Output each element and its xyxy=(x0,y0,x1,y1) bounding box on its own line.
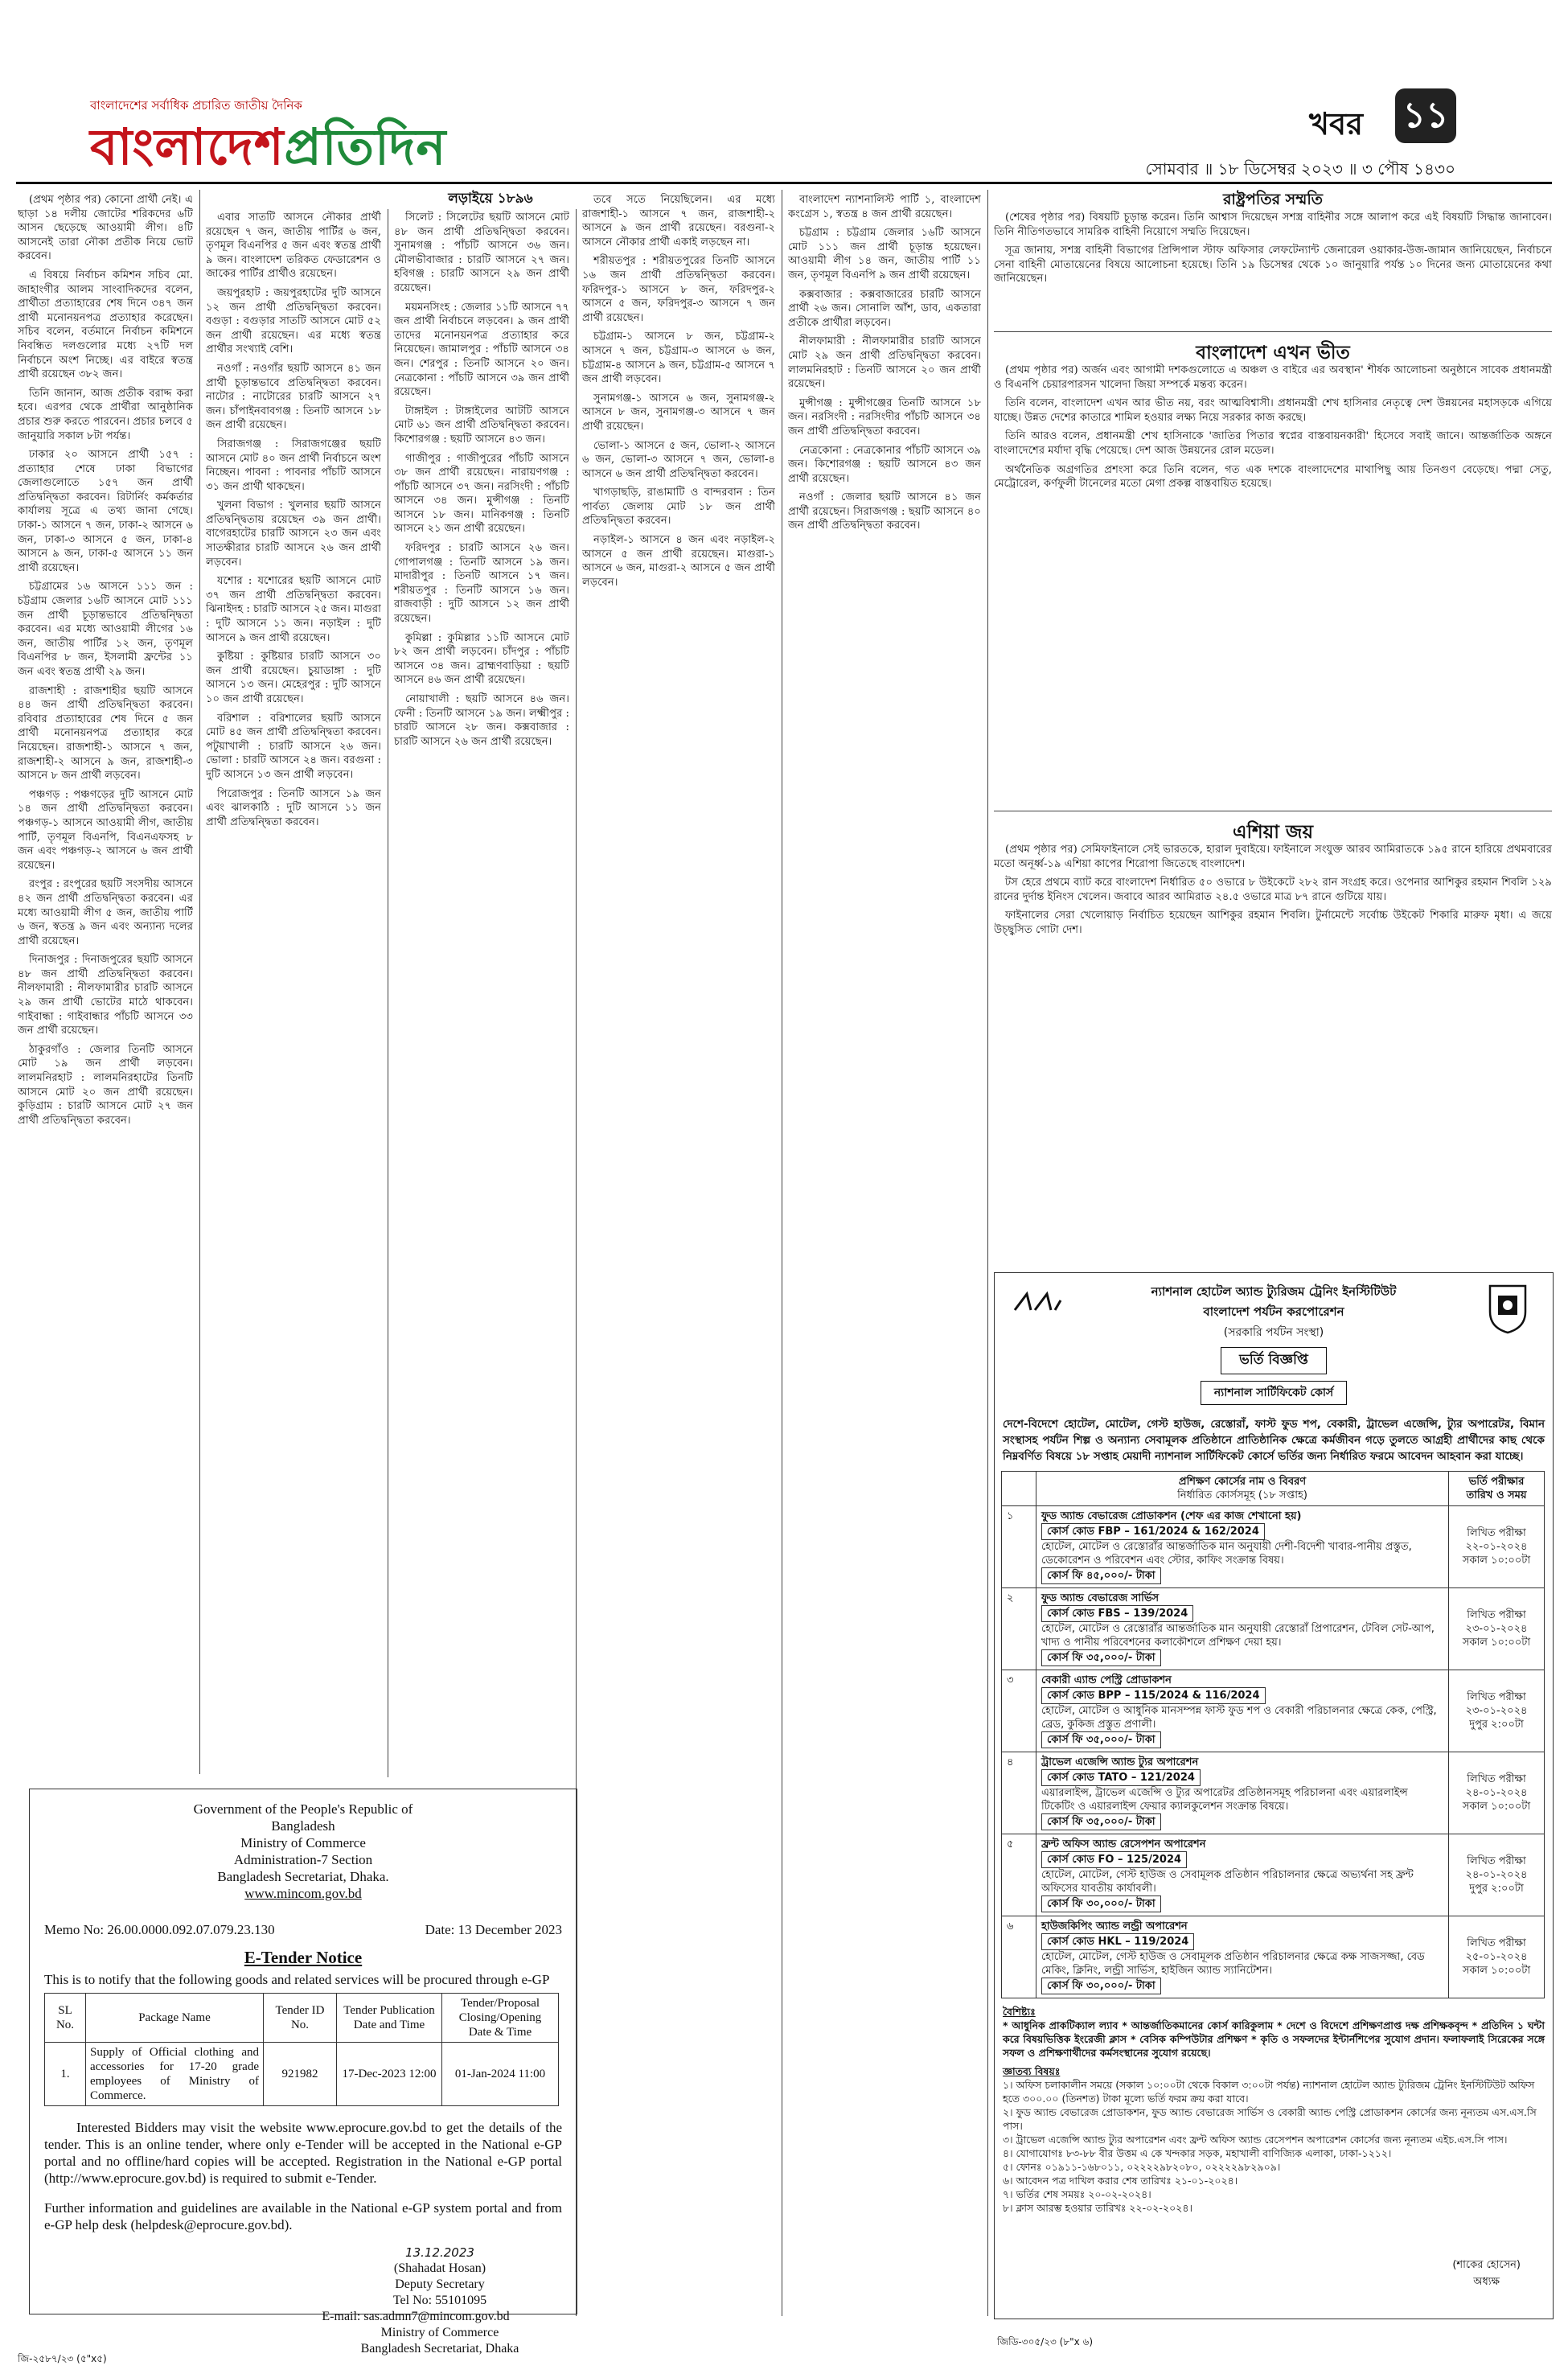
paragraph: চট্টগ্রাম-১ আসনে ৮ জন, চট্টগ্রাম-২ আসনে ৭ জন, চট্টগ্রাম-৩ আসনে ৬ জন, চট্টগ্রাম-৪ আসনে ৯ জন, চট্টগ্রাম-৫ আসনে ৭ জন প্রার্থী লড়বেন। xyxy=(582,331,775,386)
ad-requirements xyxy=(1003,2064,1545,2215)
paragraph: সুনামগঞ্জ-১ আসনে ৬ জন, সুনামগঞ্জ-২ আসনে ৮ জন, সুনামগঞ্জ-৩ আসনে ৭ জন প্রার্থী রয়েছেন। xyxy=(582,392,775,433)
course-description: হোটেল, মোটেল ও রেস্তোরাঁর আন্তর্জাতিক মান অনুযায়ী দেশী-বিদেশী খাবার-পানীয় প্রস্তুত, ডেকোরেশন ও পরিবেশন এবং স্টোর, কাফিং সংক্রান্ত বিষয়। xyxy=(1041,1541,1412,1567)
course-number: ২ xyxy=(1002,1588,1036,1670)
paragraph: ফাইনালের সেরা খেলোয়াড় নির্বাচিত হয়েছেন আশিকুর রহমান শিবলি। টুর্নামেন্টে সর্বোচ্চ উইকেট শিকারি মারুফ মৃধা। এ জয়ে উচ্ছ্বসিত গোটা দেশ। xyxy=(994,910,1552,936)
course-number: ১ xyxy=(1002,1506,1036,1588)
paragraph: বরিশাল : বরিশালের ছয়টি আসনে মোট ৪৫ জন প্রার্থী প্রতিদ্বন্দ্বিতা করবেন। পটুয়াখালী : চারটি আসনে ২৬ জন। ভোলা : চারটি আসনে ২৪ জন। বরগুনা : দুটি আসনে ১৩ জন প্রার্থী লড়বেন। xyxy=(206,712,381,781)
paragraph: ঠাকুরগাঁও : জেলার তিনটি আসনে মোট ১৯ জন প্রার্থী লড়বেন। লালমনিরহাট : লালমনিরহাটের তিনটি আসনে মোট ২০ জন প্রার্থী রয়েছেন। কুড়িগ্রাম : চারটি আসনে মোট ২৭ জন প্রার্থী প্রতিদ্বন্দ্বিতা করবেন। xyxy=(18,1043,193,1127)
paragraph: কুষ্টিয়া : কুষ্টিয়ার চারটি আসনে ৩০ জন প্রার্থী রয়েছেন। চুয়াডাঙ্গা : দুটি আসনে ১৩ জন। মেহেরপুর : দুটি আসনে ১০ জন প্রার্থী রয়েছেন। xyxy=(206,651,381,705)
exam-time: সকাল ১০:০০টা xyxy=(1462,1555,1531,1567)
logo-text-green: প্রতিদিন xyxy=(284,117,447,176)
tender-memo: Memo No: 26.00.0000.092.07.079.23.130 xyxy=(44,1922,275,1937)
paragraph: এবার সাতটি আসনে নৌকার প্রার্থী রয়েছেন ৭ জন, জাতীয় পার্টির ৬ জন, তৃণমূল বিএনপির ৫ জন এবং স্বতন্ত্র প্রার্থী ৯ জন। বাংলাদেশ তরিকত ফেডারেশন ও জাকের পার্টির প্রার্থীও রয়েছেন। xyxy=(206,212,381,281)
course-fee: কোর্স ফি ৩৫,০০০/- টাকা xyxy=(1041,1813,1161,1830)
course-number: ৪ xyxy=(1002,1752,1036,1834)
paragraph: রংপুর : রংপুরের ছয়টি সংসদীয় আসনে ৪২ জন প্রার্থী প্রতিদ্বন্দ্বিতা করবেন। এর মধ্যে আওয়ামী লীগ ৫ জন, জাতীয় পার্টি ৬ জন, স্বতন্ত্র ৯ জন এবং অন্যান্য দলের প্রার্থী রয়েছেন। xyxy=(18,878,193,947)
paragraph: ফরিদপুর : চারটি আসনে ২৬ জন। গোপালগঞ্জ : তিনটি আসনে ১৯ জন। মাদারীপুর : তিনটি আসনে ১৭ জন। শরীয়তপুর : তিনটি আসনে ১৬ জন। রাজবাড়ী : দুটি আসনে ১২ জন প্রার্থী রয়েছেন। xyxy=(394,542,569,626)
paragraph: সিলেট : সিলেটের ছয়টি আসনে মোট ৪৮ জন প্রার্থী প্রতিদ্বন্দ্বিতা করবেন। সুনামগঞ্জ : পাঁচটি আসনে ৩৬ জন। মৌলভীবাজার : চারটি আসনে ২৭ জন। হবিগঞ্জ : চারটি আসনে ২৯ জন প্রার্থী রয়েছেন। xyxy=(394,212,569,294)
signature-date: 13.12.2023 xyxy=(405,2245,474,2260)
course-code: কোর্স কোড TATO – 121/2024 xyxy=(1041,1769,1201,1786)
features-title: বৈশিষ্ট্যঃ xyxy=(1003,2006,1036,2018)
requirement-item: ৪। যোগাযোগঃ ৮৩-৮৮ বীর উত্তম এ কে খন্দকার সড়ক, মহাখালী বাণিজ্যিক এলাকা, ঢাকা-১২১২। xyxy=(1003,2147,1392,2159)
asia-story-headline: এশিয়া জয় xyxy=(1232,822,1314,843)
exam-type: লিখিত পরীক্ষা xyxy=(1467,1527,1526,1539)
course-name: ট্রাভেল এজেন্সি অ্যান্ড ট্যুর অপারেশন xyxy=(1041,1756,1199,1768)
signer-ministry: Ministry of Commerce xyxy=(380,2326,499,2339)
asia-story-body xyxy=(994,843,1552,1261)
president-story-body xyxy=(994,211,1552,331)
header-rule xyxy=(16,182,1552,184)
tender-para-1: Interested Bidders may visit the website www.eprocure.gov.bd to get the details of the tender. This is an online tender, where only e-Tender will be accepted in the National e-GP portal and no offline/hard copies will be accepted. Registration in the National e-GP portal (http://www.eprocure.gov.bd) is required to submit e-Tender. xyxy=(44,2120,562,2186)
course-name: ফুড অ্যান্ড বেভারেজ প্রোডাকশন (শেফ এর কাজ শেখানো হয়) xyxy=(1041,1510,1302,1522)
tender-section: Administration-7 Section xyxy=(233,1852,373,1867)
course-code: কোর্স কোড FO – 125/2024 xyxy=(1041,1851,1187,1868)
table-row xyxy=(1002,1834,1545,1916)
paragraph: চট্টগ্রামের ১৬ আসনে ১১১ জন : চট্টগ্রাম জেলার ১৬টি আসনে মোট ১১১ জন প্রার্থী চূড়ান্তভাবে প্রতিদ্বন্দ্বিতা করবেন। এর মধ্যে আওয়ামী লীগের ১৬ জন, জাতীয় পার্টির ১২ জন, তৃণমূল বিএনপির ৮ জন, ইসলামী ফ্রন্টের ১১ জন এবং স্বতন্ত্র প্রার্থী ২৯ জন। xyxy=(18,581,193,678)
exam-type: লিখিত পরীক্ষা xyxy=(1467,1691,1526,1703)
tender-date: Date: 13 December 2023 xyxy=(425,1922,562,1937)
exam-date: ২৪-০১-২০২৪ xyxy=(1465,1787,1528,1799)
story-divider xyxy=(994,331,1552,332)
ad-org-parent: বাংলাদেশ পর্যটন করপোরেশন xyxy=(1203,1304,1344,1319)
course-table xyxy=(1001,1471,1545,1998)
ad-signer: (শাকের হোসেন) xyxy=(1452,2259,1521,2271)
table-cell: 17-Dec-2023 12:00 xyxy=(337,2043,442,2106)
ad-signer-title: অধ্যক্ষ xyxy=(1473,2276,1500,2288)
exam-time: দুপুর ২:০০টা xyxy=(1469,1883,1524,1895)
paragraph: তিনি আরও বলেন, প্রধানমন্ত্রী শেখ হাসিনাকে 'জাতির পিতার স্বপ্নের বাস্তবায়নকারী' হিসেবে সবাই জানে। আন্তর্জাতিক অঙ্গনে বাংলাদেশের মর্যাদা বৃদ্ধি পেয়েছে। দেশ আজ উন্নয়নের রোল মডেল। xyxy=(994,430,1552,457)
exam-date: ২৫-০১-২০২৪ xyxy=(1465,1951,1528,1963)
course-fee: কোর্স ফি ৩০,০০০/- টাকা xyxy=(1041,1896,1161,1912)
course-number: ৫ xyxy=(1002,1834,1036,1916)
tender-title: E-Tender Notice xyxy=(244,1948,363,1967)
course-description: হোটেল, মোটেল ও রেস্তোরাঁর আন্তর্জাতিক মান অনুযায়ী রেস্তোরাঁ প্রিপারেশন, টেবিল সেট-আপ, খাদ্য ও পানীয় পরিবেশনের কলাকৌশলে প্রশিক্ষণ দেয়া হয়। xyxy=(1041,1623,1435,1649)
newspaper-logo xyxy=(90,109,446,192)
table-cell: 01-Jan-2024 11:00 xyxy=(442,2043,559,2106)
election-col-5 xyxy=(788,193,981,2316)
paragraph: বাংলাদেশ ন্যাশনালিস্ট পার্টি ১, বাংলাদেশ কংগ্রেস ১, স্বতন্ত্র ৪ জন প্রার্থী রয়েছেন। xyxy=(788,194,981,220)
ad-features xyxy=(1003,2005,1545,2060)
paragraph: খুলনা বিভাগ : খুলনার ছয়টি আসনে প্রতিদ্বন্দ্বিতায় রয়েছেন ৩৯ জন প্রার্থী। বাগেরহাটের চারটি আসনে ২৩ জন এবং সাতক্ষীরার চারটি আসনে ২৬ জন প্রার্থী লড়বেন। xyxy=(206,499,381,569)
exam-time: সকাল ১০:০০টা xyxy=(1462,1801,1531,1813)
course-fee: কোর্স ফি ৩০,০০০/- টাকা xyxy=(1041,1978,1161,1994)
signer-email: E-mail: sas.admn7@mincom.gov.bd xyxy=(322,2310,510,2323)
ad-title: ভর্তি বিজ্ঞপ্তি xyxy=(1221,1347,1327,1374)
tender-intro: This is to notify that the following goods and related services will be procured through e-GP xyxy=(44,1972,550,1987)
table-cell: Supply of Official clothing and accessories for 17-20 grade employees of Ministry of Commerce. xyxy=(86,2043,264,2106)
bangladesh-story-body xyxy=(994,363,1552,814)
paragraph: দিনাজপুর : দিনাজপুরের ছয়টি আসনে ৪৮ জন প্রার্থী প্রতিদ্বন্দ্বিতা করবেন। নীলফামারী : নীলফামারীর চারটি আসনে ২৯ জন প্রার্থী ভোটের মাঠে থাকবেন। গাইবান্ধা : গাইবান্ধার পাঁচটি আসনে ৩৩ জন প্রার্থী রয়েছেন। xyxy=(18,954,193,1037)
paragraph: পিরোজপুর : তিনটি আসনে ১৯ জন এবং ঝালকাঠি : দুটি আসনে ১১ জন প্রার্থী প্রতিদ্বন্দ্বিতা করবেন। xyxy=(206,787,381,828)
exam-time: সকাল ১০:০০টা xyxy=(1462,1965,1531,1977)
requirement-item: ১। অফিস চলাকালীন সময়ে (সকাল ১০:০০টা থেকে বিকাল ৩:০০টা পর্যন্ত) ন্যাশনাল হোটেল অ্যান্ড ট্যুরিজম ট্রেনিং ইনস্টিটিউট অফিস হতে ৩০০.০০ (তিনশত) টাকা মূল্যে ভর্তি ফরম ক্রয় করা যাবে। xyxy=(1003,2079,1535,2105)
election-story-headline: লড়াইয়ে ১৮৯৬ xyxy=(448,191,533,207)
course-description: হোটেল, মোটেল, গেস্ট হাউজ ও সেবামূলক প্রতিষ্ঠান পরিচালনার ক্ষেত্রে কক্ষ সাজসজ্জা, বেড মেকিং, ক্লিনিং, লন্ড্রী সার্ভিস, হাইজিন অ্যান্ড স্যানিটেশন। xyxy=(1041,1951,1425,1977)
table-header: Package Name xyxy=(86,1994,264,2043)
exam-date: ২৪-০১-২০২৪ xyxy=(1465,1869,1528,1881)
government-emblem-icon xyxy=(1484,1283,1532,1334)
masthead-tagline: বাংলাদেশের সর্বাধিক প্রচারিত জাতীয় দৈনিক xyxy=(90,98,302,113)
table-row xyxy=(1002,1588,1545,1670)
paragraph: নোয়াখালী : ছয়টি আসনে ৪৬ জন। ফেনী : তিনটি আসনে ১৯ জন। লক্ষ্মীপুর : চারটি আসনে ২৮ জন। কক্সবাজার : চারটি আসনে ২৬ জন প্রার্থী রয়েছেন। xyxy=(394,693,569,748)
course-code: কোর্স কোড HKL – 119/2024 xyxy=(1041,1933,1194,1950)
table-row xyxy=(1002,1752,1545,1834)
exam-date: ২৩-০১-২০২৪ xyxy=(1465,1705,1528,1717)
tender-country: Bangladesh xyxy=(271,1818,335,1834)
exam-date: ২৩-০১-২০২৪ xyxy=(1465,1623,1528,1635)
paragraph: নীলফামারী : নীলফামারীর চারটি আসনে মোট ২৯ জন প্রার্থী প্রতিদ্বন্দ্বিতা করবেন। লালমনিরহাট : তিনটি আসনে ২০ জন প্রার্থী রয়েছেন। xyxy=(788,335,981,391)
paragraph: (প্রথম পৃষ্ঠার পর) কোনো প্রার্থী নেই। এ ছাড়া ১৪ দলীয় জোটের শরিকদের ৬টি আসন ছেড়েছে আওয়ামী লীগ। ৪টি আসনেই তারা নৌকা প্রতীক নিয়ে ভোট করবেন। xyxy=(18,194,193,263)
paragraph: কুমিল্লা : কুমিল্লার ১১টি আসনে মোট ৮২ জন প্রার্থী লড়বেন। চাঁদপুর : পাঁচটি আসনে ৩৪ জন। ব্রাহ্মণবাড়িয়া : ছয়টি আসনে ৪৬ জন প্রার্থী রয়েছেন। xyxy=(394,631,569,687)
paragraph: মুন্সীগঞ্জ : মুন্সীগঞ্জের তিনটি আসনে ১৮ জন। নরসিংদী : নরসিংদীর পাঁচটি আসনে ৩৪ জন প্রার্থী প্রতিদ্বন্দ্বিতা করবেন। xyxy=(788,396,981,437)
signer-designation: Deputy Secretary xyxy=(395,2277,485,2291)
course-name: ফুড অ্যান্ড বেভারেজ সার্ভিস xyxy=(1041,1592,1160,1604)
ad-org-name: ন্যাশনাল হোটেল অ্যান্ড ট্যুরিজম ট্রেনিং ইনস্টিটিউট xyxy=(1151,1284,1397,1299)
paragraph: খাগড়াছড়ি, রাঙামাটি ও বান্দরবান : তিন পার্বত্য জেলায় মোট ১৮ জন প্রার্থী প্রতিদ্বন্দ্বিতা করবেন। xyxy=(582,487,775,528)
paragraph: তবে সতে নিয়েছিলেন। এর মধ্যে রাজশাহী-১ আসনে ৭ জন, রাজশাহী-২ আসনে ৯ জন প্রার্থী রয়েছেন। বরগুনা-২ আসনে নৌকার প্রার্থী একাই লড়ছেন না। xyxy=(582,194,775,248)
requirement-item: ২। ফুড অ্যান্ড বেভারেজ প্রোডাকশন, ফুড অ্যান্ড বেভারেজ সার্ভিস ও বেকারী অ্যান্ড পেস্ট্রি প্রোডাকশন কোর্সের জন্য নূন্যতম এস.এস.সি পাস। xyxy=(1003,2106,1537,2132)
date-line: সোমবার ॥ ১৮ ডিসেম্বর ২০২৩ ॥ ৩ পৌষ ১৪৩০ xyxy=(1145,159,1455,179)
ad-intro: দেশে-বিদেশে হোটেল, মোটেল, গেস্ট হাউজ, রেস্তোরাঁ, ফাস্ট ফুড শপ, বেকারী, ট্রাভেল এজেন্সি, ট্যুর অপারেটর, বিমান সংস্থাসহ পর্যটন শিল্প ও অন্যান্য সেবামূলক প্রতিষ্ঠানে প্রাতিষ্ঠানিক ক্ষেত্রে কর্মজীবন গড়ে তুলতে আগ্রহী প্রার্থীদের কাছ থেকে নিম্নবর্ণিত বিষয়ে ১৮ সপ্তাহ মেয়াদী ন্যাশনাল সার্টিফিকেট কোর্সে ভর্তির জন্য নির্ধারিত ফরমে আবেদন আহবান করা যাচ্ছে। xyxy=(1003,1418,1545,1463)
paragraph: সিরাজগঞ্জ : সিরাজগঞ্জের ছয়টি আসনে মোট ৪০ জন প্রার্থী নির্বাচনে অংশ নিচ্ছেন। পাবনা : পাবনার পাঁচটি আসনে ৩১ জন প্রার্থী থাকছেন। xyxy=(206,437,381,493)
paragraph: ঢাকার ২০ আসনে প্রার্থী ১৫৭ : প্রত্যাহার শেষে ঢাকা বিভাগের জেলাগুলোতে ১৫৭ জন প্রার্থী প্রতিদ্বন্দ্বিতা করবেন। রিটার্নিং কর্মকর্তার কার্যালয় সূত্রে এ তথ্য জানা গেছে। ঢাকা-১ আসনে ৭ জন, ঢাকা-২ আসনে ৬ জন, ঢাকা-৩ আসনে ৫ জন, ঢাকা-৪ আসনে ৯ জন, ঢাকা-৫ আসনে ১১ জন প্রার্থী রয়েছেন। xyxy=(18,449,193,574)
exam-type: লিখিত পরীক্ষা xyxy=(1467,1937,1526,1949)
exam-time: দুপুর ২:০০টা xyxy=(1469,1719,1524,1731)
election-col-3 xyxy=(394,211,569,1779)
paragraph: এ বিষয়ে নির্বাচন কমিশন সচিব মো. জাহাংগীর আলম সাংবাদিকদের বলেন, প্রার্থীতা প্রত্যাহারের শেষ দিনে ৩৪৭ জন প্রার্থী মনোনয়নপত্র প্রত্যাহার করেছেন। সচিব বলেন, বর্তমানে নির্বাচন কমিশনে নিবন্ধিত দলগুলোর মধ্যে ২৭টি দল নির্বাচনে অংশ নিচ্ছে। এর বাইরে স্বতন্ত্র প্রার্থী রয়েছেন ৩৮২ জন। xyxy=(18,269,193,381)
paragraph: টস হেরে প্রথমে ব্যাট করে বাংলাদেশ নির্ধারিত ৫০ ওভারে ৮ উইকেটে ২৮২ রান সংগ্রহ করে। ওপেনার আশিকুর রহমান শিবলি ১২৯ রানের দুর্দান্ত ইনিংস খেলেন। জবাবে আরব আমিরাত ২৪.৫ ওভারে মাত্র ৮৭ রানে গুটিয়ে যায়। xyxy=(994,877,1552,903)
requirements-title: জ্ঞাতব্য বিষয়ঃ xyxy=(1003,2065,1061,2077)
course-fee: কোর্স ফি ৪৫,০০০/- টাকা xyxy=(1041,1567,1161,1584)
course-description: হোটেল, মোটেল ও আধুনিক মানসম্পন্ন ফাস্ট ফুড শপ ও বেকারী পরিচালনার ক্ষেত্রে কেক, পেস্ট্রি, ব্রেড, কুকিজ প্রস্তুত প্রণালী। xyxy=(1041,1705,1437,1731)
requirement-item: ৫। ফোনঃ ০১৯১১-১৬৮০১১, ০২২২২৯৮২০৮০, ০২২২২৯৮২৯০৯। xyxy=(1003,2161,1281,2173)
bangladesh-story-headline: বাংলাদেশ এখন ভীত xyxy=(1196,343,1350,363)
paragraph: রাজশাহী : রাজশাহীর ছয়টি আসনে ৪৪ জন প্রার্থী প্রতিদ্বন্দ্বিতা করবেন। রবিবার প্রত্যাহারের শেষ দিনে ৫ জন প্রার্থী মনোনয়নপত্র প্রত্যাহার করে নিয়েছেন। রাজশাহী-১ আসনে ৭ জন, রাজশাহী-২ আসনে ৯ জন, রাজশাহী-৩ আসনে ৮ জন প্রার্থী লড়বেন। xyxy=(18,684,193,782)
table-row xyxy=(1002,1670,1545,1752)
president-story-headline: রাষ্ট্রপতির সম্মতি xyxy=(1222,191,1324,208)
course-description: হোটেল, মোটেল, গেস্ট হাউজ ও সেবামূলক প্রতিষ্ঠান পরিচালনার ক্ষেত্রে অভ্যর্থনা সহ ফ্রন্ট অফিসের যাবতীয় কার্যাবলী। xyxy=(1041,1869,1414,1895)
tender-ministry: Ministry of Commerce xyxy=(240,1835,366,1850)
exam-type: লিখিত পরীক্ষা xyxy=(1467,1609,1526,1621)
tender-para-2: Further information and guidelines are available in the National e-GP system portal and from e-GP help desk (helpdesk@eprocure.gov.bd). xyxy=(44,2200,562,2232)
exam-date: ২২-০১-২০২৪ xyxy=(1465,1541,1528,1553)
paragraph: নড়াইল-১ আসনে ৪ জন এবং নড়াইল-২ আসনে ৫ জন প্রার্থী রয়েছেন। মাগুরা-১ আসনে ৬ জন, মাগুরা-২ আসনে ৫ জন প্রার্থী লড়বেন। xyxy=(582,534,775,589)
column-rule xyxy=(199,190,200,1774)
exam-type: লিখিত পরীক্ষা xyxy=(1467,1855,1526,1867)
requirement-item: ৬। আবেদন পত্র দাখিল করার শেষ তারিখঃ ২১-০১-২০২৪। xyxy=(1003,2175,1238,2187)
ad-subtitle: ন্যাশনাল সার্টিফিকেট কোর্স xyxy=(1201,1381,1347,1405)
paragraph: নওগাঁ : জেলার ছয়টি আসনে ৪১ জন প্রার্থী রয়েছেন। সিরাজগঞ্জ : ছয়টি আসনে ৪০ জন প্রার্থী প্রতিদ্বন্দ্বিতা করবেন। xyxy=(788,491,981,532)
paragraph: (প্রথম পৃষ্ঠার পর) অর্জন এবং আগামী দশকগুলোতে এ অঞ্চল ও বাইরে এর অবস্থান' শীর্ষক আলোচনা অনুষ্ঠানে সাবেক প্রধানমন্ত্রী ও বিএনপি চেয়ারপারসন খালেদা জিয়া সম্পর্কে মন্তব্য করেন। xyxy=(994,364,1552,391)
page-number: ১১ xyxy=(1395,88,1456,143)
course-code: কোর্স কোড BPP – 115/2024 & 116/2024 xyxy=(1041,1687,1266,1704)
tender-website-link[interactable]: www.mincom.gov.bd xyxy=(244,1886,362,1901)
paragraph: নেত্রকোনা : নেত্রকোনার পাঁচটি আসনে ৩৯ জন। কিশোরগঞ্জ : ছয়টি আসনে ৪৩ জন প্রার্থী রয়েছেন। xyxy=(788,444,981,485)
paragraph: চট্টগ্রাম : চট্টগ্রাম জেলার ১৬টি আসনে মোট ১১১ জন প্রার্থী চূড়ান্ত হয়েছেন। আওয়ামী লীগ ১৪ জন, জাতীয় পার্টি ১১ জন, তৃণমূল বিএনপি ৯ জন প্রার্থী রয়েছেন। xyxy=(788,227,981,281)
exam-time: সকাল ১০:০০টা xyxy=(1462,1637,1531,1649)
paragraph: (শেষের পৃষ্ঠার পর) বিষয়টি চূড়ান্ত করেন। তিনি আশ্বাস দিয়েছেন সশস্ত্র বাহিনীর সঙ্গে আলাপ করে এই বিষয়টি সিদ্ধান্ত জানাবেন। তিনি নীতিগতভাবে সামরিক বাহিনী নিয়োগে সম্মতি দিয়েছেন। xyxy=(994,212,1552,238)
table-subheader: নির্ধারিত কোর্সসমূহ (১৮ সপ্তাহ) xyxy=(1177,1489,1307,1501)
course-fee: কোর্স ফি ৩৫,০০০/- টাকা xyxy=(1041,1731,1161,1748)
table-row xyxy=(45,2043,559,2106)
table-header: Tender ID No. xyxy=(264,1994,337,2043)
exam-type: লিখিত পরীক্ষা xyxy=(1467,1773,1526,1785)
admission-advertisement xyxy=(994,1272,1554,2319)
requirement-item: ৮। ক্লাস আরম্ভ হওয়ার তারিখঃ ২২-০২-২০২৪। xyxy=(1003,2202,1192,2214)
tender-table xyxy=(44,1993,559,2106)
logo-text-red: বাংলাদেশ xyxy=(90,117,285,176)
requirement-item: ৭। ভর্তির শেষ সময়ঃ ২০-০২-২০২৪। xyxy=(1003,2188,1151,2200)
admission-ad-code: জিডি-৩০৫/২৩ (৮"x ৬) xyxy=(997,2336,1094,2347)
paragraph: কক্সবাজার : কক্সবাজারের চারটি আসনে প্রার্থী ২৬ জন। সোনালি আঁশ, ডাব, একতারা প্রতীকে প্রার্থীরা লড়বেন। xyxy=(788,288,981,329)
table-header: SL No. xyxy=(45,1994,86,2043)
ad-org-note: (সরকারি পর্যটন সংস্থা) xyxy=(1223,1326,1324,1339)
paragraph: জয়পুরহাট : জয়পুরহাটের দুটি আসনে ১২ জন প্রার্থী প্রতিদ্বন্দ্বিতা করবেন। বগুড়া : বগুড়ার সাতটি আসনে মোট ৫২ জন প্রার্থী রয়েছেন। এর মধ্যে স্বতন্ত্র প্রার্থীর সংখ্যাই বেশি। xyxy=(206,286,381,356)
tender-gov: Government of the People's Republic of xyxy=(193,1801,413,1817)
course-name: হাউজকিপিং অ্যান্ড লন্ড্রী অপারেশন xyxy=(1041,1920,1188,1932)
course-fee: কোর্স ফি ৩৫,০০০/- টাকা xyxy=(1041,1649,1161,1666)
course-name: বেকারী এ্যান্ড পেস্ট্রি প্রোডাকশন xyxy=(1041,1674,1172,1686)
section-name: খবর xyxy=(1309,106,1364,142)
paragraph: (প্রথম পৃষ্ঠার পর) সেমিফাইনালে সেই ভারতকে, হারাল দুবাইয়ে। ফাইনালে সংযুক্ত আরব আমিরাতকে ১৯৫ রানে হারিয়ে প্রথমবারের মতো অনূর্ধ্ব-১৯ এশিয়া কাপের শিরোপা জিতেছে বাংলাদেশ। xyxy=(994,844,1552,870)
paragraph: তিনি বলেন, বাংলাদেশ এখন আর ভীত নয়, বরং আত্মবিশ্বাসী। প্রধানমন্ত্রী শেখ হাসিনার নেতৃত্বে দেশ উন্নয়নের মহাসড়কে এগিয়ে যাচ্ছে। উন্নত দেশের কাতারে শামিল হওয়ার লক্ষ্য নিয়ে সরকার কাজ করছে। xyxy=(994,397,1552,424)
paragraph: ভোলা-১ আসনে ৫ জন, ভোলা-২ আসনে ৬ জন, ভোলা-৩ আসনে ৭ জন, ভোলা-৪ আসনে ৬ জন প্রার্থী প্রতিদ্বন্দ্বিতা করবেন। xyxy=(582,439,775,480)
ad-signature xyxy=(1452,2257,1521,2291)
course-description: এয়ারলাইন্স, ট্রাভেল এজেন্সি ও ট্যুর অপারেটর প্রতিষ্ঠানসমূহ পরিচালনা এবং এয়ারলাইন্স টিকেটিং ও এয়ারলাইন্স ফেয়ার ক্যালকুলেশন সংক্রান্ত বিষয়ে। xyxy=(1041,1787,1408,1813)
table-row xyxy=(1002,1916,1545,1998)
paragraph: টাঙ্গাইল : টাঙ্গাইলের আটটি আসনে মোট ৬১ জন প্রার্থী প্রতিদ্বন্দ্বিতা করবেন। কিশোরগঞ্জ : ছয়টি আসনে ৪৩ জন। xyxy=(394,405,569,446)
paragraph: নওগাঁ : নওগাঁর ছয়টি আসনে ৪১ জন প্রার্থী চূড়ান্তভাবে প্রতিদ্বন্দ্বিতা করবেন। নাটোর : নাটোরের চারটি আসনে ২৭ জন। চাঁপাইনবাবগঞ্জ : তিনটি আসনে ১৮ জন প্রার্থী রয়েছেন। xyxy=(206,362,381,432)
paragraph: পঞ্চগড় : পঞ্চগড়ের দুটি আসনে মোট ১৪ জন প্রার্থী প্রতিদ্বন্দ্বিতা করবেন। পঞ্চগড়-১ আসনে আওয়ামী লীগ, জাতীয় পার্টি, তৃণমূল বিএনপি, বিএনএফসহ ৮ জন এবং পঞ্চগড়-২ আসনে ৬ জন প্রার্থী রয়েছেন। xyxy=(18,788,193,872)
table-cell: 921982 xyxy=(264,2043,337,2106)
table-row xyxy=(1002,1506,1545,1588)
paragraph: শরীয়তপুর : শরীয়তপুরের তিনটি আসনে ১৬ জন প্রার্থী প্রতিদ্বন্দ্বিতা করবেন। ফরিদপুর-১ আসনে ৮ জন, ফরিদপুর-২ আসনে ৫ জন, ফরিদপুর-৩ আসনে ৭ জন প্রার্থী রয়েছেন। xyxy=(582,255,775,324)
tender-ad-code: জি-২৫৮৭/২৩ (৫"x৫) xyxy=(18,2353,107,2364)
paragraph: যশোর : যশোরের ছয়টি আসনে মোট ৩৭ জন প্রার্থী প্রতিদ্বন্দ্বিতা করবেন। ঝিনাইদহ : চারটি আসনে ২৫ জন। মাগুরা : দুটি আসনে ১১ জন। নড়াইল : দুটি আসনে ৯ জন প্রার্থী রয়েছেন। xyxy=(206,575,381,644)
paragraph: সূত্র জানায়, সশস্ত্র বাহিনী বিভাগের প্রিন্সিপাল স্টাফ অফিসার লেফটেন্যান্ট জেনারেল ওয়াকার-উজ-জামান জানিয়েছেন, নির্বাচনে সেনা বাহিনী মোতায়েনের বিষয়ে আলোচনা হয়েছে। তিনি ১৯ ডিসেম্বর থেকে ১০ জানুয়ারি পর্যন্ত ১০ দিনের জন্য মোতায়েনের কথা জানিয়েছেন। xyxy=(994,244,1552,285)
paragraph: অর্থনৈতিক অগ্রগতির প্রশংসা করে তিনি বলেন, গত এক দশকে বাংলাদেশের মাথাপিছু আয় তিনগুণ বেড়েছে। পদ্মা সেতু, মেট্রোরেল, কর্ণফুলী টানেলের মতো মেগা প্রকল্প বাস্তবায়িত হয়েছে। xyxy=(994,463,1552,491)
course-number: ৬ xyxy=(1002,1916,1036,1998)
paragraph: গাজীপুর : গাজীপুরের পাঁচটি আসনে ৩৮ জন প্রার্থী রয়েছেন। নারায়ণগঞ্জ : পাঁচটি আসনে ৩৭ জন। নরসিংদী : পাঁচটি আসনে ৩৪ জন। মুন্সীগঞ্জ : তিনটি আসনে ১৮ জন। মানিকগঞ্জ : তিনটি আসনে ২১ জন প্রার্থী রয়েছেন। xyxy=(394,452,569,536)
election-col-1 xyxy=(18,193,193,1769)
course-number: ৩ xyxy=(1002,1670,1036,1752)
election-col-4 xyxy=(582,193,775,2316)
table-header: Tender/Proposal Closing/Opening Date & Time xyxy=(442,1994,559,2043)
tender-signature-block xyxy=(322,2245,536,2357)
signer-tel: Tel No: 55101095 xyxy=(392,2294,487,2307)
course-name: ফ্রন্ট অফিস অ্যান্ড রেসেপশন অপারেশন xyxy=(1041,1838,1206,1850)
table-cell: 1. xyxy=(45,2043,86,2106)
tourism-logo-icon xyxy=(1011,1286,1067,1318)
requirement-item: ৩। ট্রাভেল এজেন্সি অ্যান্ড ট্যুর অপারেশন এবং ফ্রন্ট অফিস অ্যান্ড রেসেপশন অপারেশন কোর্সের জন্য নূন্যতম এইচ.এস.সি পাস। xyxy=(1003,2134,1508,2146)
course-code: কোর্স কোড FBP – 161/2024 & 162/2024 xyxy=(1041,1523,1265,1540)
table-header: Tender Publication Date and Time xyxy=(337,1994,442,2043)
tender-address: Bangladesh Secretariat, Dhaka. xyxy=(217,1869,389,1884)
paragraph: ময়মনসিংহ : জেলার ১১টি আসনে ৭৭ জন প্রার্থী নির্বাচনে লড়বেন। ৯ জন প্রার্থী তাদের মনোনয়নপত্র প্রত্যাহার করে নিয়েছেন। জামালপুর : পাঁচটি আসনে ৩৪ জন। শেরপুর : তিনটি আসনে ২০ জন। নেত্রকোনা : পাঁচটি আসনে ৩৯ জন প্রার্থী রয়েছেন। xyxy=(394,301,569,399)
column-rule xyxy=(987,190,988,2316)
table-header: প্রশিক্ষণ কোর্সের নাম ও বিবরণ xyxy=(1178,1476,1307,1488)
paragraph: তিনি জানান, আজ প্রতীক বরাদ্দ করা হবে। এরপর থেকে প্রার্থীরা আনুষ্ঠানিক প্রচার শুরু করতে পারবেন। প্রচার চলবে ৫ জানুয়ারি সকাল ৮টা পর্যন্ত। xyxy=(18,387,193,442)
course-code: কোর্স কোড FBS – 139/2024 xyxy=(1041,1605,1193,1622)
signer-address: Bangladesh Secretariat, Dhaka xyxy=(360,2342,519,2356)
e-tender-notice xyxy=(29,1789,577,2356)
features-text: * আধুনিক প্রাকটিক্যাল ল্যাব * আন্তর্জাতিকমানের কোর্স কারিকুলাম * দেশে ও বিদেশে প্রশিক্ষণপ্রাপ্ত দক্ষ প্রশিক্ষকবৃন্দ * প্রতিদিন ১ ঘন্টা করে বিষয়ভিত্তিক ইংরেজী ক্লাস * বেসিক কম্পিউটার প্রশিক্ষণ * কৃতি ও সফলদের ইন্টার্নশিপের সুযোগ প্রদান। ফলাফলাই সিরেকের সঙ্গে সফল ও প্রশিক্ষণার্থীদের কর্মসংস্থানের সুযোগ রয়েছে। xyxy=(1003,2019,1545,2059)
signer-name: (Shahadat Hosan) xyxy=(393,2261,486,2275)
table-header: ভর্তি পরীক্ষার তারিখ ও সময় xyxy=(1449,1472,1545,1506)
